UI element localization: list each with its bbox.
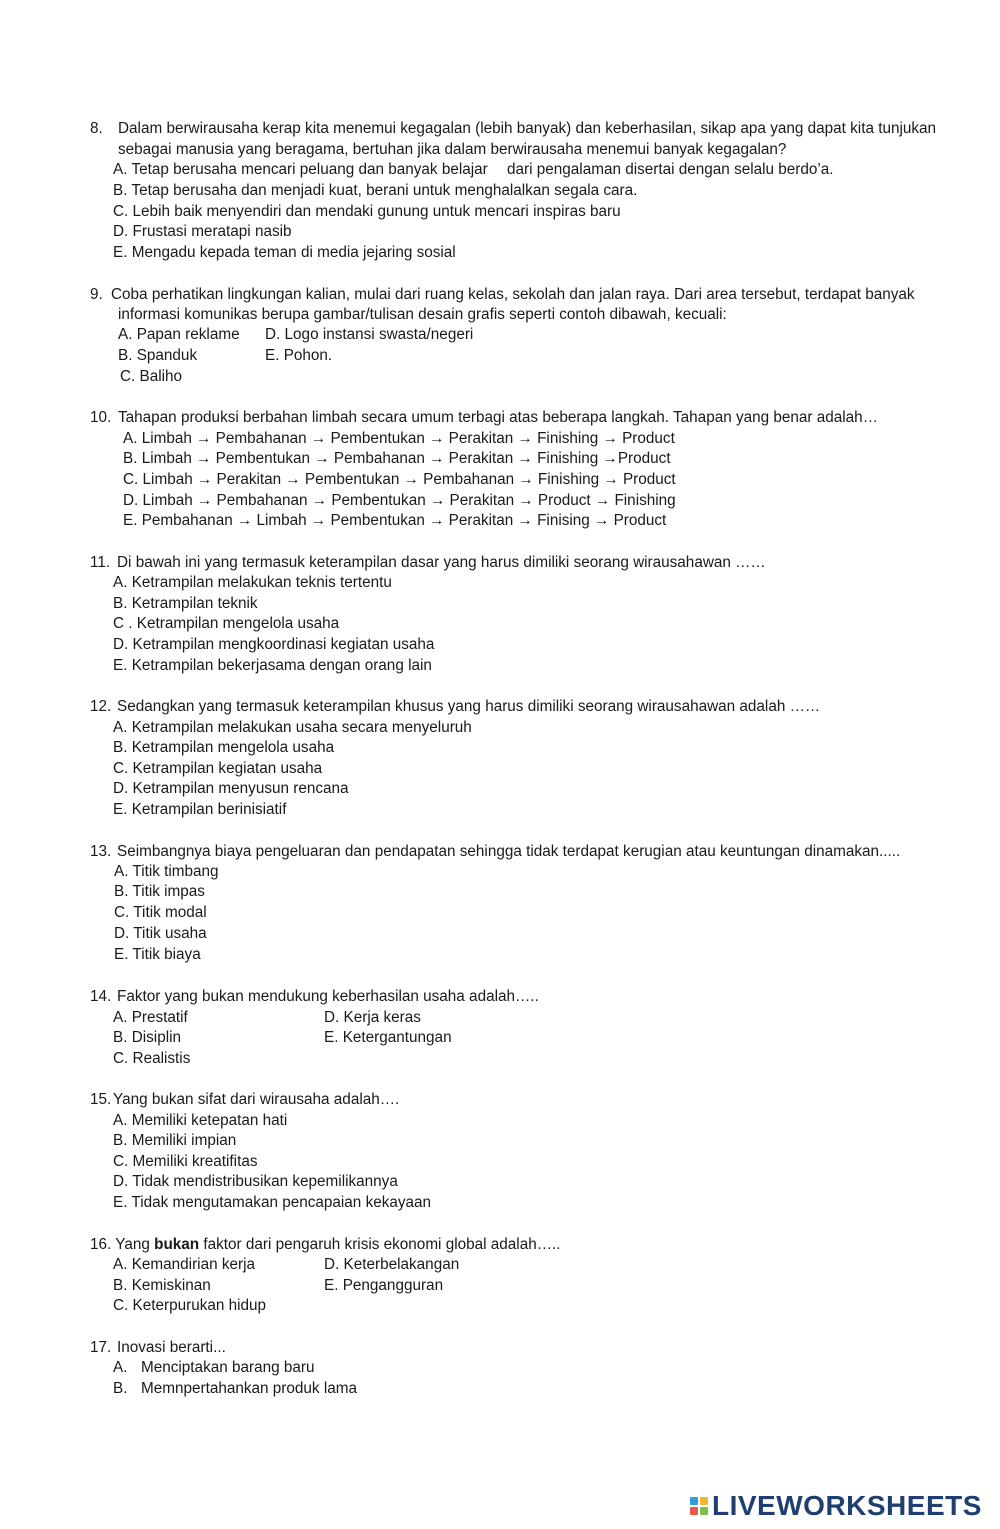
- question-17-option-a-letter: A.: [113, 1359, 128, 1376]
- question-13-option-e: E. Titik biaya: [114, 946, 201, 963]
- question-14-number: 14.: [90, 988, 112, 1005]
- question-17-number: 17.: [90, 1339, 112, 1356]
- liveworksheets-logo[interactable]: [690, 1491, 982, 1521]
- question-9-option-d: D. Logo instansi swasta/negeri: [265, 326, 474, 343]
- question-14-option-c: C. Realistis: [113, 1050, 191, 1067]
- question-10-number: 10.: [90, 409, 112, 426]
- question-12-option-d: D. Ketrampilan menyusun rencana: [113, 780, 349, 797]
- question-13-stem: Seimbangnya biaya pengeluaran dan pendapatan sehingga tidak terdapat kerugian atau keuntungan dinamakan.....: [117, 843, 901, 860]
- question-14-stem: Faktor yang bukan mendukung keberhasilan usaha adalah…..: [117, 988, 539, 1005]
- question-8-option-a: A. Tetap berusaha mencari peluang dan banyak belajar: [113, 161, 488, 178]
- question-17-option-a-text: Menciptakan barang baru: [141, 1359, 315, 1376]
- question-16-stem-before: Yang: [115, 1236, 150, 1253]
- question-13-option-d: D. Titik usaha: [114, 925, 207, 942]
- logo-square-blue: [690, 1497, 698, 1505]
- question-16-option-b: B. Kemiskinan: [113, 1277, 211, 1294]
- question-15-stem: Yang bukan sifat dari wirausaha adalah….: [113, 1091, 400, 1108]
- question-16-option-c: C. Keterpurukan hidup: [113, 1297, 267, 1314]
- question-9-option-a: A. Papan reklame: [118, 326, 240, 343]
- question-14-option-b: B. Disiplin: [113, 1029, 182, 1046]
- question-12-option-e: E. Ketrampilan berinisiatif: [113, 801, 287, 818]
- question-15-option-c: C. Memiliki kreatifitas: [113, 1153, 258, 1170]
- logo-square-yellow: [700, 1497, 708, 1505]
- question-17-option-b-text: Memnpertahankan produk lama: [141, 1380, 357, 1397]
- question-9-stem-line-2: informasi komunikas berupa gambar/tulisan desain grafis seperti contoh dibawah, kecuali:: [118, 306, 727, 323]
- question-8-stem-line-2: sebagai manusia yang beragama, bertuhan jika dalam berwirausaha menemui banyak kegagalan?: [118, 141, 787, 158]
- question-13-number: 13.: [90, 843, 112, 860]
- question-8-stem-line-1: Dalam berwirausaha kerap kita menemui kegagalan (lebih banyak) dan keberhasilan, sikap apa yang dapat kita tunjukan: [118, 120, 937, 137]
- question-15-option-a: A. Memiliki ketepatan hati: [113, 1112, 288, 1129]
- question-16-option-d: D. Keterbelakangan: [324, 1256, 460, 1273]
- question-17-stem: Inovasi berarti...: [117, 1339, 226, 1356]
- question-14-option-e: E. Ketergantungan: [324, 1029, 452, 1046]
- question-17-option-b-letter: B.: [113, 1380, 128, 1397]
- question-16-stem-bold: bukan: [154, 1236, 200, 1253]
- logo-text: LIVEWORKSHEETS: [712, 1490, 982, 1521]
- question-12-option-c: C. Ketrampilan kegiatan usaha: [113, 760, 323, 777]
- question-10-option-a: A. Limbah → Pembahanan → Pembentukan → Perakitan → Finishing → Product: [123, 430, 675, 447]
- logo-square-red: [690, 1507, 698, 1515]
- question-9-option-c: C. Baliho: [120, 368, 183, 385]
- question-16-stem-after: faktor dari pengaruh krisis ekonomi global adalah…..: [203, 1236, 561, 1253]
- question-10-option-e: E. Pembahanan → Limbah → Pembentukan → Perakitan → Finising → Product: [123, 512, 667, 529]
- question-16-option-a: A. Kemandirian kerja: [113, 1256, 255, 1273]
- question-8-option-a-continued: dari pengalaman disertai dengan selalu berdo’a.: [507, 161, 834, 178]
- question-8-option-e: E. Mengadu kepada teman di media jejaring sosial: [113, 244, 456, 261]
- question-12-stem: Sedangkan yang termasuk keterampilan khusus yang harus dimiliki seorang wirausahawan adalah ……: [117, 698, 821, 715]
- question-9-option-e: E. Pohon.: [265, 347, 333, 364]
- question-14-option-d: D. Kerja keras: [324, 1009, 421, 1026]
- question-11-option-e: E. Ketrampilan bekerjasama dengan orang lain: [113, 657, 432, 674]
- question-13-option-b: B. Titik impas: [114, 883, 205, 900]
- question-11-option-d: D. Ketrampilan mengkoordinasi kegiatan usaha: [113, 636, 435, 653]
- question-15-option-d: D. Tidak mendistribusikan kepemilikannya: [113, 1173, 398, 1190]
- question-11-option-a: A. Ketrampilan melakukan teknis tertentu: [113, 574, 392, 591]
- question-16-stem: [90, 1235, 561, 1255]
- question-12-option-a: A. Ketrampilan melakukan usaha secara menyeluruh: [113, 719, 472, 736]
- question-15-number: 15.: [90, 1091, 112, 1108]
- question-15-option-e: E. Tidak mengutamakan pencapaian kekayaan: [113, 1194, 432, 1211]
- question-11-option-c: C . Ketrampilan mengelola usaha: [113, 615, 340, 632]
- question-12-number: 12.: [90, 698, 112, 715]
- question-8-option-d: D. Frustasi meratapi nasib: [113, 223, 292, 240]
- logo-square-green: [700, 1507, 708, 1515]
- question-11-number: 11.: [90, 554, 111, 571]
- question-9-stem-line-1: Coba perhatikan lingkungan kalian, mulai dari ruang kelas, sekolah dan jalan raya. Dari area tersebut, terdapat banyak: [111, 286, 915, 303]
- question-8-option-b: B. Tetap berusaha dan menjadi kuat, berani untuk menghalalkan segala cara.: [113, 182, 638, 199]
- question-8-number: 8.: [90, 120, 103, 137]
- question-10-option-d: D. Limbah → Pembahanan → Pembentukan → Perakitan → Product → Finishing: [123, 492, 676, 509]
- liveworksheets-logo-icon: [690, 1497, 708, 1515]
- question-13-option-a: A. Titik timbang: [114, 863, 219, 880]
- question-8-option-c: C. Lebih baik menyendiri dan mendaki gunung untuk mencari inspiras baru: [113, 203, 621, 220]
- question-13-option-c: C. Titik modal: [114, 904, 207, 921]
- question-11-option-b: B. Ketrampilan teknik: [113, 595, 258, 612]
- question-9-option-b: B. Spanduk: [118, 347, 198, 364]
- question-10-option-c: C. Limbah → Perakitan → Pembentukan → Pembahanan → Finishing → Product: [123, 471, 676, 488]
- question-11-stem: Di bawah ini yang termasuk keterampilan dasar yang harus dimiliki seorang wirausahawan ……: [117, 554, 766, 571]
- question-9-number: 9.: [90, 286, 103, 303]
- question-15-option-b: B. Memiliki impian: [113, 1132, 237, 1149]
- question-10-option-b: B. Limbah → Pembentukan → Pembahanan → Perakitan → Finishing →Product: [123, 450, 671, 467]
- question-16-option-e: E. Pengangguran: [324, 1277, 444, 1294]
- question-16-number: 16.: [90, 1236, 112, 1253]
- question-14-option-a: A. Prestatif: [113, 1009, 188, 1026]
- question-12-option-b: B. Ketrampilan mengelola usaha: [113, 739, 335, 756]
- question-10-stem: Tahapan produksi berbahan limbah secara umum terbagi atas beberapa langkah. Tahapan yang benar adalah…: [118, 409, 878, 426]
